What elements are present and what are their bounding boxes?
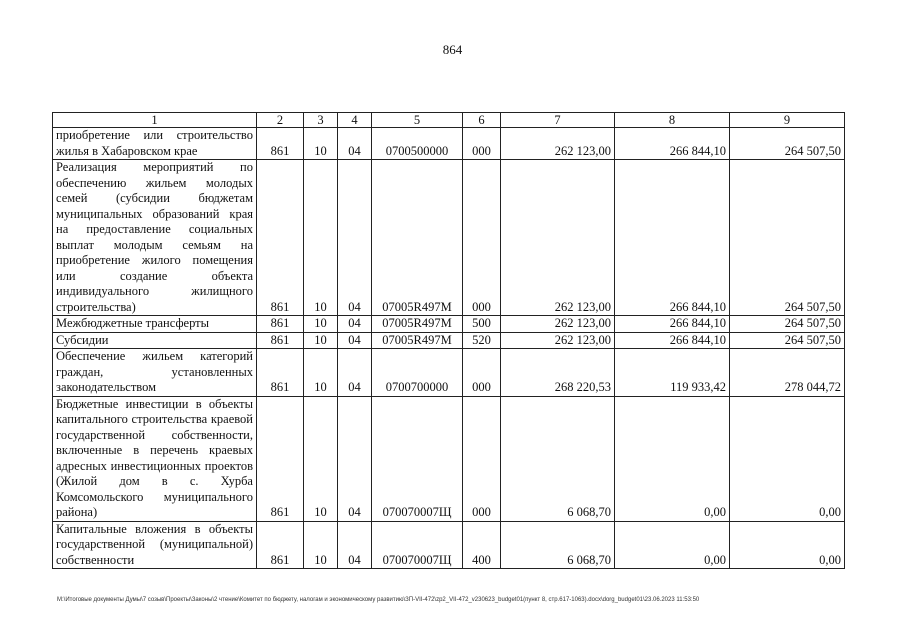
table-row (53, 332, 845, 349)
cell-ministry: 861 (257, 396, 304, 521)
column-header: 5 (372, 113, 463, 128)
cell-target-article: 070070007Щ (372, 521, 463, 569)
cell-target-article: 07005R497M (372, 332, 463, 349)
cell-target-article: 070070007Щ (372, 396, 463, 521)
budget-table (52, 112, 845, 569)
column-header: 6 (463, 113, 501, 128)
cell-amount-8: 266 844,10 (615, 128, 730, 160)
column-header: 4 (338, 113, 372, 128)
row-name: Реализация мероприятий по обеспечению жильем молодых семей (субсидии бюджетам муниципальных образований края на предоставление социальных выплат молодым семьям на приобретение жилого помещения или создание объекта индивидуального жилищного строительства) (53, 160, 257, 316)
cell-section: 10 (304, 316, 338, 333)
table-row (53, 160, 845, 316)
cell-subsection: 04 (338, 521, 372, 569)
page-number: 864 (442, 42, 463, 57)
row-name: Капитальные вложения в объекты государственной (муниципальной) собственности (53, 521, 257, 569)
cell-expense-type: 400 (463, 521, 501, 569)
cell-expense-type: 500 (463, 316, 501, 333)
document-path-footer: M:\Итоговые документы Думы\7 созыв\Проекты\Законы\2 чтение\Комитет по бюджету, налогам и экономическому развитию\ЗП-VII-472\zp2_VII-472_v230623_budget01(пункт 8, стр.617-1063).docx\dorg_budget01\23.06.2023 11:53:50 (57, 597, 700, 603)
cell-amount-7: 6 068,70 (501, 521, 615, 569)
table-row (53, 521, 845, 569)
table-row (53, 349, 845, 397)
column-header: 3 (304, 113, 338, 128)
cell-subsection: 04 (338, 128, 372, 160)
row-name: Субсидии (53, 332, 257, 349)
cell-amount-8: 0,00 (615, 396, 730, 521)
row-name: Бюджетные инвестиции в объекты капитального строительства краевой государственной собственности, включенные в перечень краевых адресных инвестиционных проектов (Жилой дом в с. Хурба Комсомольского муниципального района) (53, 396, 257, 521)
cell-amount-8: 266 844,10 (615, 332, 730, 349)
column-header: 2 (257, 113, 304, 128)
column-header: 7 (501, 113, 615, 128)
cell-ministry: 861 (257, 160, 304, 316)
column-header: 9 (730, 113, 845, 128)
table-row (53, 316, 845, 333)
cell-amount-7: 262 123,00 (501, 160, 615, 316)
cell-expense-type: 520 (463, 332, 501, 349)
cell-subsection: 04 (338, 316, 372, 333)
cell-expense-type: 000 (463, 160, 501, 316)
cell-subsection: 04 (338, 349, 372, 397)
cell-amount-9: 0,00 (730, 396, 845, 521)
cell-target-article: 0700700000 (372, 349, 463, 397)
cell-target-article: 07005R497M (372, 160, 463, 316)
cell-section: 10 (304, 521, 338, 569)
cell-section: 10 (304, 349, 338, 397)
cell-amount-8: 266 844,10 (615, 316, 730, 333)
cell-amount-9: 264 507,50 (730, 316, 845, 333)
cell-section: 10 (304, 396, 338, 521)
cell-amount-7: 262 123,00 (501, 316, 615, 333)
cell-amount-7: 268 220,53 (501, 349, 615, 397)
cell-subsection: 04 (338, 396, 372, 521)
cell-amount-9: 264 507,50 (730, 128, 845, 160)
cell-subsection: 04 (338, 332, 372, 349)
cell-ministry: 861 (257, 332, 304, 349)
column-header: 1 (53, 113, 257, 128)
cell-expense-type: 000 (463, 396, 501, 521)
cell-target-article: 07005R497M (372, 316, 463, 333)
table-header-row (53, 113, 845, 128)
cell-target-article: 0700500000 (372, 128, 463, 160)
cell-amount-9: 264 507,50 (730, 160, 845, 316)
cell-amount-9: 0,00 (730, 521, 845, 569)
cell-expense-type: 000 (463, 128, 501, 160)
column-header: 8 (615, 113, 730, 128)
cell-expense-type: 000 (463, 349, 501, 397)
row-name: Межбюджетные трансферты (53, 316, 257, 333)
cell-ministry: 861 (257, 316, 304, 333)
cell-amount-7: 6 068,70 (501, 396, 615, 521)
cell-ministry: 861 (257, 349, 304, 397)
cell-amount-8: 266 844,10 (615, 160, 730, 316)
table-row (53, 396, 845, 521)
row-name: приобретение или строительство жилья в Хабаровском крае (53, 128, 257, 160)
cell-amount-8: 0,00 (615, 521, 730, 569)
cell-amount-8: 119 933,42 (615, 349, 730, 397)
cell-ministry: 861 (257, 128, 304, 160)
cell-section: 10 (304, 160, 338, 316)
cell-section: 10 (304, 332, 338, 349)
cell-amount-9: 264 507,50 (730, 332, 845, 349)
cell-ministry: 861 (257, 521, 304, 569)
cell-subsection: 04 (338, 160, 372, 316)
cell-amount-9: 278 044,72 (730, 349, 845, 397)
cell-section: 10 (304, 128, 338, 160)
row-name: Обеспечение жильем категорий граждан, установленных законодательством (53, 349, 257, 397)
cell-amount-7: 262 123,00 (501, 128, 615, 160)
cell-amount-7: 262 123,00 (501, 332, 615, 349)
table-row (53, 128, 845, 160)
